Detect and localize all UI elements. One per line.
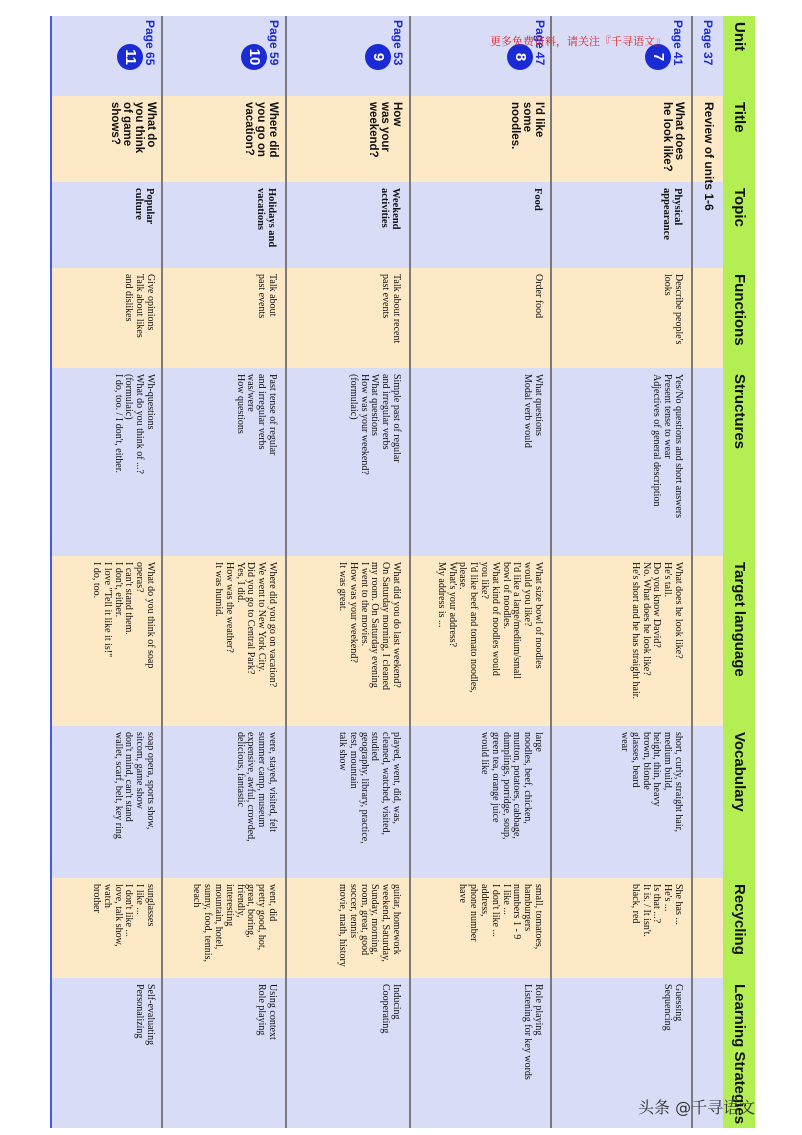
- unit-structures: Wh-questions What do you think of ...? (formulaic) I do, too. / I don't, either.: [112, 374, 156, 474]
- unit-title: Where did you go on vacation?: [243, 102, 279, 158]
- header-functions: Functions: [731, 274, 748, 346]
- review-page: Page 37: [701, 20, 715, 66]
- unit-structures: Yes/No questions and short answers Present tense to wear Adjectives of general description: [651, 374, 684, 518]
- unit-strategies: Guessing Sequencing: [662, 984, 684, 1031]
- header-recycling: Recycling: [731, 884, 748, 955]
- unit-title: What do you think of game shows?: [109, 102, 157, 154]
- unit-vocabulary: played, went, did, was, cleaned, watched, visited, studied geography, library, practice, test, mountain talk show: [337, 732, 402, 844]
- unit-topic: Holidays and vacations: [255, 188, 277, 248]
- header-vocabulary: Vocabulary: [731, 732, 748, 812]
- unit-recycling: guitar, homework weekend, Saturday, Sunday, morning, room, great, good soccer, tennis movie, math, history: [337, 884, 402, 967]
- header-unit: Unit: [731, 22, 748, 52]
- unit-strategies: Inducing Cooperating: [380, 984, 402, 1034]
- unit-badge: 11: [117, 44, 143, 70]
- unit-badge: 10: [241, 44, 267, 70]
- header-title: Title: [731, 102, 748, 133]
- unit-structures: Past tense of regular and irregular verbs was/were How questions: [234, 374, 278, 456]
- unit-badge: 9: [365, 44, 391, 70]
- unit-badge: 8: [507, 44, 533, 70]
- unit-target-language: What do you think of soap operas? I can't stand them. I don't, either. I love "Tell it like it is!" I do, too.: [91, 562, 156, 669]
- unit-recycling: went, did pretty good, hot, great, boring, friendly, interesting mountain, hotel, sunny, food, tennis, beach: [191, 884, 278, 962]
- row-divider: [691, 16, 693, 1128]
- unit-title: I'd like some noodles.: [509, 102, 545, 150]
- unit-target-language: What does he look like? He's tall. Do you know David? No. What does he look like? He's short and he has straight hair.: [629, 562, 684, 700]
- unit-vocabulary: short, curly, straight hair, medium build, height, thin, heavy brown, blonde glasses, beard wear: [619, 732, 684, 833]
- page-label: Page 47: [533, 20, 547, 66]
- header-topic: Topic: [731, 188, 748, 227]
- unit-target-language: What did you do last weekend? On Saturday morning, I cleaned my room. On Saturday evening I went to the movies. How was your weekend? It was great.: [337, 562, 402, 691]
- unit-target-language: Where did you go on vacation? We went to New York City. Did you go to Central Park? Yes, I did. How was the weather? It was humid.: [213, 562, 278, 688]
- unit-functions: Order food: [533, 274, 544, 319]
- syllabus-table: [50, 16, 755, 1128]
- review-title: Review of units 1-6: [702, 102, 716, 211]
- unit-topic: Food: [532, 188, 543, 211]
- header-target-language: Target language: [731, 562, 748, 677]
- row-divider: [550, 16, 552, 1128]
- table-header: [723, 16, 755, 1128]
- unit-topic: Popular culture: [133, 188, 155, 225]
- row-divider: [285, 16, 287, 1128]
- unit-functions: Give opinions Talk about likes and dislikes: [123, 274, 156, 338]
- page-label: Page 53: [391, 20, 405, 66]
- unit-topic: Weekend activities: [379, 188, 401, 230]
- unit-target-language: What size bowl of noodles would you like? I'd like a large/medium/small bowl of noodles. What kind of noodles would you like? I'd like beef and tomato noodles, please. What's your address? My address is ...: [435, 562, 544, 693]
- unit-badge: 7: [645, 44, 671, 70]
- unit-strategies: Using context Role playing: [256, 984, 278, 1040]
- row-divider: [161, 16, 163, 1128]
- unit-strategies: Self-evaluating Personalizing: [134, 984, 156, 1046]
- unit-strategies: Role playing Listening for key words: [522, 984, 544, 1080]
- header-structures: Structures: [731, 374, 748, 450]
- unit-structures: What questions Modal verb would: [522, 374, 544, 448]
- bottom-rule: [50, 16, 52, 1128]
- header-learning-strategies: Learning Strategies: [731, 984, 748, 1125]
- page-label: Page 59: [267, 20, 281, 66]
- unit-recycling: sunglasses I like ... I don't like ... love, talk show, watch brother: [91, 884, 156, 947]
- unit-title: What does he look like?: [661, 102, 685, 172]
- unit-vocabulary: were, stayed, visited, felt summer camp, museum expensive, awful, crowded, delicious, fantastic: [234, 732, 278, 842]
- unit-vocabulary: soap opera, sports show, sitcom, game show don't mind, can't stand wallet, scarf, belt, key ring: [112, 732, 156, 839]
- unit-title: How was your weekend?: [367, 102, 403, 158]
- unit-functions: Describe people's looks: [662, 274, 684, 345]
- watermark-text: 更多免费资料，请关注『千寻语文』: [490, 35, 666, 48]
- unit-functions: Talk about past events: [256, 274, 278, 319]
- page-label: Page 41: [671, 20, 685, 66]
- footer-credit: 头条 @千寻语文: [638, 1098, 756, 1117]
- row-divider: [409, 16, 411, 1128]
- unit-vocabulary: large noodles, beef, chicken, mutton, potatoes, cabbage, dumplings, porridge, soup, green tea, orange juice would like: [479, 732, 544, 840]
- unit-functions: Talk about recent past events: [380, 274, 402, 344]
- unit-recycling: She has ... He's ... Is that ...? It is. / It isn't. black, red: [629, 884, 684, 937]
- unit-topic: Physical appearance: [661, 188, 683, 240]
- unit-structures: Simple past of regular and irregular verbs What questions How was your weekend? (formulaic): [347, 374, 402, 475]
- unit-recycling: small, tomatoes, hamburgers numbers 1 - 9 I like ... I don't like ... address, phone number have: [457, 884, 544, 950]
- page-label: Page 65: [143, 20, 157, 66]
